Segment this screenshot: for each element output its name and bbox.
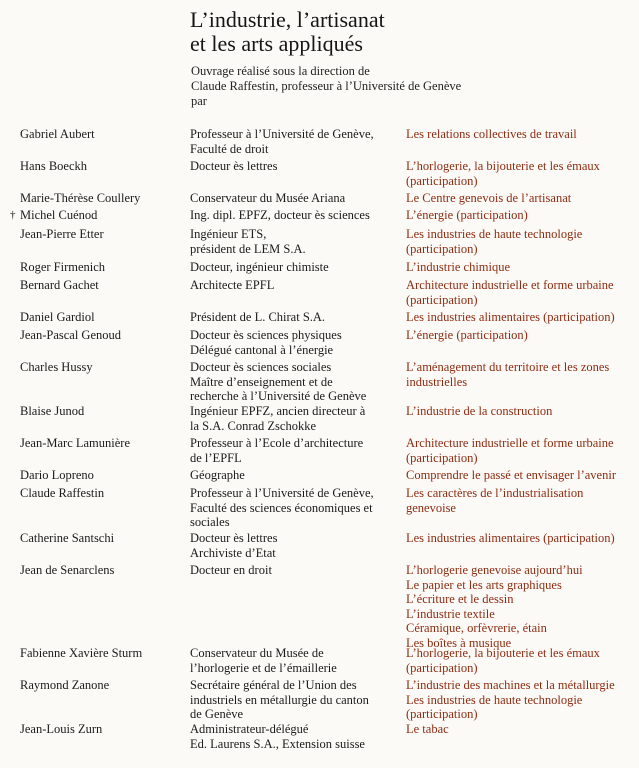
title-line-2: et les arts appliqués [190,31,363,56]
contributor-name: Claude Raffestin [20,486,105,500]
contributor-topic-line: (participation) [406,660,478,675]
contributor-topic-line: Les boîtes à musique [406,635,512,650]
contributor-topic-line: Le tabac [406,722,449,736]
contributor-title-line: Professeur à l’Université de Genève, [190,127,374,141]
contributor-name: Gabriel Aubert [20,127,95,141]
contributor-topic-line: Le Centre genevois de l’artisanat [406,191,572,205]
contributor-name: Bernard Gachet [20,278,99,292]
contributor-title [190,360,400,404]
contributor-name: Raymond Zanone [20,678,110,692]
contributor-topic-line: L’industrie textile [406,606,495,621]
contributor-topic-line: L’énergie (participation) [406,208,528,222]
contributor-title-line: de Genève [190,707,244,721]
contributor-title-line: Faculté des sciences économiques et [190,500,373,515]
contributor-topic [406,208,636,223]
subtitle-line-2: Claude Raffestin, professeur à l’Université de Genève [191,79,462,93]
contributor-title-line: Docteur, ingénieur chimiste [190,260,329,274]
contributor-title-line: la S.A. Conrad Zschokke [190,418,317,433]
contributor-topic-line: L’horlogerie genevoise aujourd’hui [406,563,583,577]
contributor-title-line: Ed. Laurens S.A., Extension suisse [190,736,365,751]
contributor-title-line: Géographe [190,468,245,482]
contributor-name: Jean-Pierre Etter [20,227,104,241]
contributor-title [190,260,400,275]
contributor-topic [406,127,636,142]
contributor-title [190,404,400,433]
contributor-title [190,563,400,578]
contributor-title-line: Docteur ès sciences sociales [190,360,332,374]
contributor-name: Charles Hussy [20,360,93,374]
contributor-name: Fabienne Xavière Sturm [20,646,143,660]
contributor-title [190,208,400,223]
subtitle-line-3: par [191,94,207,108]
contributor-title-line: industriels en métallurgie du canton [190,692,369,707]
contributor-title-line: Conservateur du Musée de [190,646,324,660]
contributor-topic [406,360,636,389]
contributor-title-line: président de LEM S.A. [190,241,306,256]
contributor-title [190,531,400,560]
contributor-topic-line: (participation) [406,450,478,465]
contributor-title [190,722,400,751]
contributor-name: Hans Boeckh [20,159,87,173]
contributor-topic-line: Les relations collectives de travail [406,127,577,141]
contributor-title [190,486,400,530]
contributor-topic-line: Les industries de haute technologie [406,692,583,707]
contributor-title-line: Professeur à l’Université de Genève, [190,486,374,500]
contributor-title [190,278,400,293]
contributor-name: Michel Cuénod [20,208,98,222]
contributor-topic-line: (participation) [406,707,478,721]
contributor-topic [406,328,636,343]
contributor-name: Jean-Marc Lamunière [20,436,131,450]
contributor-title [190,127,400,156]
contributor-topic [406,159,636,188]
contributor-topic [406,678,636,722]
contributor-topic-line: industrielles [406,374,468,389]
contributor-title [190,328,400,357]
contributor-topic-line: Comprendre le passé et envisager l’avenir [406,468,616,482]
contributor-topic [406,468,636,483]
contributor-topic-line: Céramique, orfèvrerie, étain [406,621,547,635]
subtitle-line-1: Ouvrage réalisé sous la direction de [191,64,370,78]
contributor-name: Dario Lopreno [20,468,94,482]
contributor-title-line: sociales [190,515,230,529]
contributor-topic-line: L’horlogerie, la bijouterie et les émaux [406,159,600,173]
contributor-title-line: Ing. dipl. EPFZ, docteur ès sciences [190,208,370,222]
contributor-topic [406,646,636,675]
contributor-topic-line: L’horlogerie, la bijouterie et les émaux [406,646,600,660]
contributor-topic-line: Le papier et les arts graphiques [406,577,562,592]
contributor-title-line: de l’EPFL [190,450,242,465]
contributor-title-line: Docteur ès lettres [190,159,278,173]
contributor-title-line: Docteur en droit [190,563,272,577]
contributor-title-line: Ingénieur EPFZ, ancien directeur à [190,404,366,418]
contributor-topic [406,563,636,650]
contributor-topic-line: L’industrie de la construction [406,404,553,418]
deceased-mark: † [10,209,16,221]
contributor-topic [406,310,636,325]
contributor-title-line: Délégué cantonal à l’énergie [190,342,334,357]
contributor-title [190,678,400,722]
contributor-topic-line: (participation) [406,292,478,307]
contributor-name: Jean de Senarclens [20,563,115,577]
contributor-title-line: Archiviste d’Etat [190,545,276,560]
contributor-topic-line: L’aménagement du territoire et les zones [406,360,610,374]
contributor-topic [406,486,636,515]
contributor-topic [406,227,636,256]
contributor-title-line: Secrétaire général de l’Union des [190,678,357,692]
contributor-title-line: Professeur à l’Ecole d’architecture [190,436,364,450]
contributor-title [190,646,400,675]
contributor-title [190,436,400,465]
contributor-name: Marie-Thérèse Coullery [20,191,141,205]
contributor-topic [406,531,636,546]
contributor-name: Blaise Junod [20,404,85,418]
contributor-title-line: Docteur ès lettres [190,531,278,545]
contributor-title-line: Ingénieur ETS, [190,227,267,241]
contributor-topic-line: Architecture industrielle et forme urbaine [406,436,614,450]
contributor-topic-line: Les industries de haute technologie [406,227,583,241]
contributor-topic-line: Les industries alimentaires (participation) [406,531,615,545]
contributor-topic [406,404,636,419]
contributor-title-line: Faculté de droit [190,141,269,156]
contributor-topic-line: L’industrie chimique [406,260,511,274]
contributor-title-line: Maître d’enseignement et de [190,374,333,389]
contributor-name: Roger Firmenich [20,260,106,274]
contributor-topic-line: (participation) [406,173,478,188]
contributor-title-line: Conservateur du Musée Ariana [190,191,346,205]
contributor-topic-line: L’écriture et le dessin [406,592,514,606]
contributor-topic [406,722,636,737]
contributor-topic-line: (participation) [406,241,478,256]
contributor-title [190,310,400,325]
contributor-title-line: Administrateur-délégué [190,722,309,736]
contributor-title [190,191,400,206]
contributor-title-line: Architecte EPFL [190,278,275,292]
contributor-title-line: Docteur ès sciences physiques [190,328,342,342]
contributor-title [190,227,400,256]
contributor-topic-line: genevoise [406,500,456,515]
contributor-title [190,159,400,174]
contributor-title [190,468,400,483]
contributor-topic-line: Les caractères de l’industrialisation [406,486,584,500]
contributor-name: Jean-Pascal Genoud [20,328,122,342]
contributor-topic [406,260,636,275]
contributor-topic-line: Les industries alimentaires (participation) [406,310,615,324]
contributor-topic-line: L’énergie (participation) [406,328,528,342]
contributor-topic [406,191,636,206]
contributor-title-line: Président de L. Chirat S.A. [190,310,326,324]
contributor-topic [406,436,636,465]
contributor-topic-line: Architecture industrielle et forme urbaine [406,278,614,292]
contributor-title-line: recherche à l’Université de Genève [190,389,367,403]
contributor-name: Jean-Louis Zurn [20,722,103,736]
contributor-topic-line: L’industrie des machines et la métallurgie [406,678,615,692]
contributor-name: Catherine Santschi [20,531,115,545]
contributor-title-line: l’horlogerie et de l’émaillerie [190,660,337,675]
contributor-topic [406,278,636,307]
title-line-1: L’industrie, l’artisanat [190,7,385,32]
contributor-name: Daniel Gardiol [20,310,95,324]
